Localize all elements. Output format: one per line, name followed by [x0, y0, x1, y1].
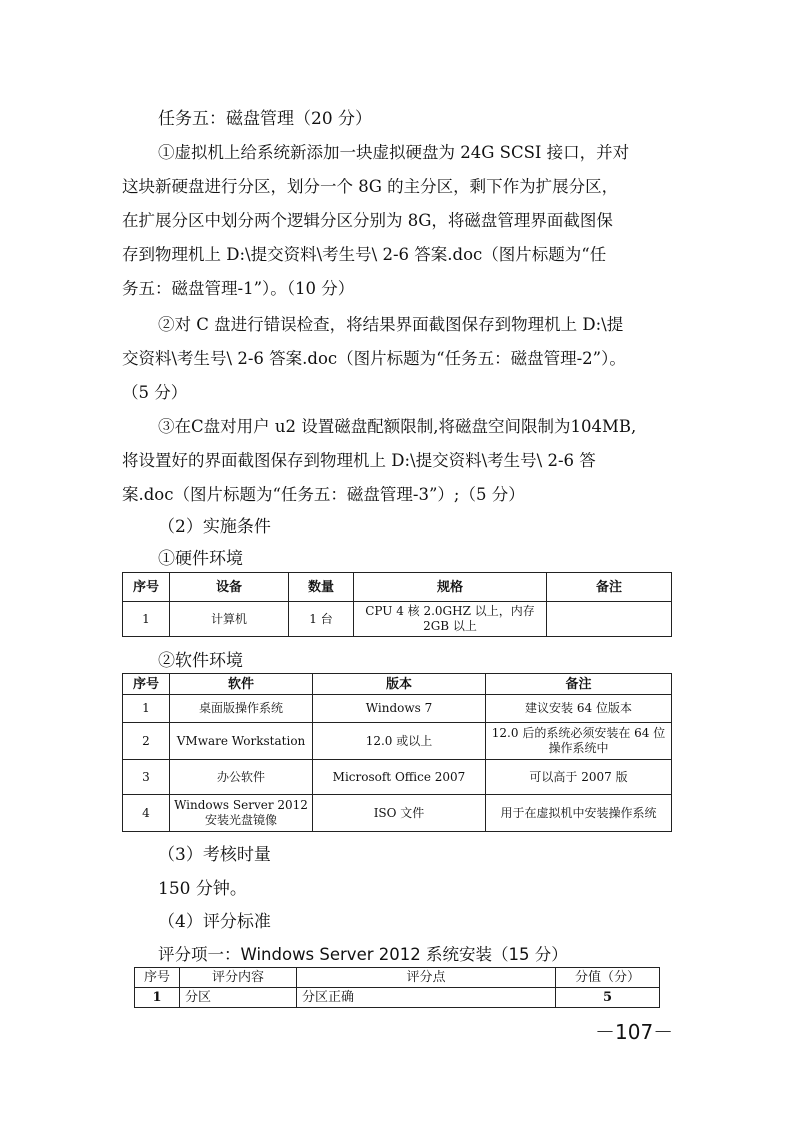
hardware-heading: ①硬件环境: [158, 549, 243, 569]
table-row: [123, 795, 672, 832]
table-header-row: [135, 968, 660, 988]
scoring-heading: （4）评分标准: [158, 912, 271, 932]
table-row: [123, 695, 672, 723]
conditions-heading: （2）实施条件: [158, 517, 271, 537]
table-header-cell: 备注: [486, 674, 672, 695]
table-header-cell: 评分点: [297, 968, 556, 988]
table-cell: 3: [123, 760, 170, 795]
table-header-cell: 评分内容: [180, 968, 297, 988]
table-header-row: [123, 573, 672, 602]
software-table: [122, 673, 672, 832]
scoring-item-title: 评分项一：Windows Server 2012 系统安装（15 分）: [158, 945, 568, 964]
table-cell: [547, 602, 672, 637]
table-header-cell: 分值（分）: [556, 968, 660, 988]
scoring-table: [134, 967, 660, 1008]
duration-value: 150 分钟。: [158, 879, 247, 899]
table-cell: 1 台: [289, 602, 354, 637]
table-cell: 1: [135, 988, 180, 1008]
table-cell: 办公软件: [170, 760, 313, 795]
table-cell: 5: [556, 988, 660, 1008]
table-header-cell: 序号: [123, 674, 170, 695]
paragraph-line: 存到物理机上 D:\提交资料\考生号\ 2-6 答案.doc（图片标题为“任: [122, 245, 607, 264]
table-cell: 12.0 或以上: [313, 723, 486, 760]
table-header-cell: 设备: [170, 573, 289, 602]
table-cell: 分区正确: [297, 988, 556, 1008]
paragraph-line: ②对 C 盘进行错误检查，将结果界面截图保存到物理机上 D:\提: [158, 315, 624, 334]
paragraph-line: ①虚拟机上给系统新添加一块虚拟硬盘为 24G SCSI 接口，并对: [158, 143, 630, 162]
table-cell: 用于在虚拟机中安装操作系统: [486, 795, 672, 832]
table-header-cell: 规格: [354, 573, 547, 602]
table-row: [123, 602, 672, 637]
software-heading: ②软件环境: [158, 651, 243, 671]
table-row: [123, 723, 672, 760]
table-cell: 1: [123, 602, 170, 637]
table-header-cell: 软件: [170, 674, 313, 695]
table-cell: Windows Server 2012 安装光盘镜像: [170, 795, 313, 832]
table-cell: 12.0 后的系统必须安装在 64 位操作系统中: [486, 723, 672, 760]
paragraph-line: 案.doc（图片标题为“任务五：磁盘管理-3”）;（5 分）: [122, 485, 525, 504]
table-cell: 分区: [180, 988, 297, 1008]
paragraph-line: ③在C盘对用户 u2 设置磁盘配额限制,将磁盘空间限制为104MB,: [158, 417, 637, 436]
table-cell: CPU 4 核 2.0GHZ 以上，内存 2GB 以上: [354, 602, 547, 637]
table-cell: 计算机: [170, 602, 289, 637]
hardware-table: [122, 572, 672, 637]
paragraph-line: 将设置好的界面截图保存到物理机上 D:\提交资料\考生号\ 2-6 答: [122, 451, 596, 470]
page-number: －107－: [595, 1020, 674, 1044]
table-cell: Microsoft Office 2007: [313, 760, 486, 795]
paragraph-line: 务五：磁盘管理-1”）。（10 分）: [122, 279, 355, 298]
table-cell: 2: [123, 723, 170, 760]
table-cell: 1: [123, 695, 170, 723]
paragraph-line: （5 分）: [122, 383, 188, 402]
table-header-row: [123, 674, 672, 695]
table-cell: VMware Workstation: [170, 723, 313, 760]
table-cell: 4: [123, 795, 170, 832]
table-cell: ISO 文件: [313, 795, 486, 832]
table-cell: 可以高于 2007 版: [486, 760, 672, 795]
table-row: [135, 988, 660, 1008]
paragraph-line: 这块新硬盘进行分区，划分一个 8G 的主分区，剩下作为扩展分区，: [122, 177, 619, 196]
table-cell: 建议安装 64 位版本: [486, 695, 672, 723]
duration-heading: （3）考核时量: [158, 845, 271, 865]
table-header-cell: 序号: [123, 573, 170, 602]
table-header-cell: 版本: [313, 674, 486, 695]
paragraph-line: 交资料\考生号\ 2-6 答案.doc（图片标题为“任务五：磁盘管理-2”）。: [122, 349, 626, 368]
paragraph-line: 在扩展分区中划分两个逻辑分区分别为 8G，将磁盘管理界面截图保: [122, 211, 613, 230]
table-row: [123, 760, 672, 795]
table-cell: 桌面版操作系统: [170, 695, 313, 723]
table-cell: Windows 7: [313, 695, 486, 723]
task-title: 任务五：磁盘管理（20 分）: [158, 109, 373, 129]
table-header-cell: 备注: [547, 573, 672, 602]
table-header-cell: 序号: [135, 968, 180, 988]
table-header-cell: 数量: [289, 573, 354, 602]
